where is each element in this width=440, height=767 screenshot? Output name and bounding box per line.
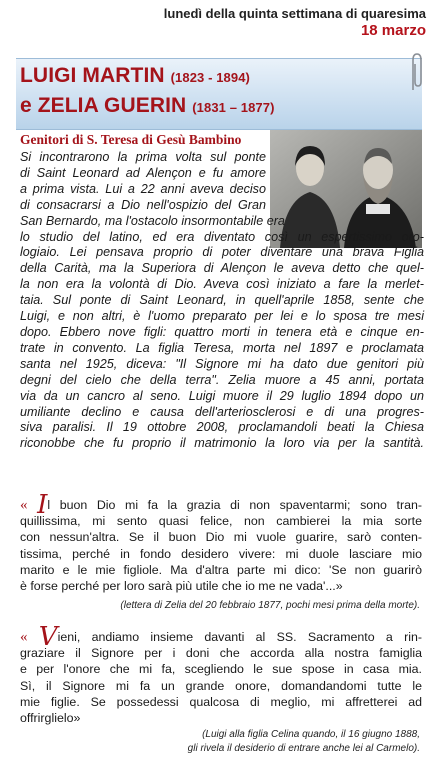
quote-first-line: ieni, andiamo insieme davanti al SS. Sacramento a rin-	[57, 630, 422, 644]
bio-line: Si incontrarono la prima volta sul ponte	[20, 150, 266, 164]
bio-line: umiliante declino e causa dell'arteriosclerosi e di una progres-	[20, 404, 424, 419]
quote-line: è forse perché per loro sarà più utile che io me ne vada'...»	[20, 579, 343, 594]
saint-years-luigi: (1823 - 1894)	[170, 70, 250, 85]
liturgical-day: lunedì della quinta settimana di quaresima	[163, 6, 426, 21]
bio-line: San Bernardo, ma l'ostacolo insormontabile era	[20, 213, 285, 228]
quote-line	[20, 490, 422, 520]
saint-title-line-2	[20, 94, 275, 118]
bio-line: taia. Sul ponte di Saint Leonard, in quell'aprile 1858, sente che	[20, 293, 424, 308]
quote-luigi	[20, 622, 422, 726]
bio-line: degni del cielo che della terra". Zelia muore a 45 anni, portata	[20, 372, 424, 387]
subtitle: Genitori di S. Teresa di Gesù Bambino	[20, 132, 242, 147]
bio-line: riconobbe che fu proprio il matrimonio la loro via per la santità.	[20, 436, 424, 451]
saint-name-luigi: LUIGI MARTIN	[20, 64, 165, 87]
bio-line: logiaio. Lei pensava proprio di poter diventare una brava Figlia	[20, 245, 424, 260]
bio-line: della Carità, ma la Superiora di Alençon le aveva detto che quel-	[20, 261, 424, 276]
bio-line: santa nel 1925, diceva: "Il Signore mi ha dato due genitori più	[20, 356, 424, 371]
bio-line: di Saint Leonard ad Alençon e fu amore	[20, 165, 266, 180]
quote-line: tissima, perché in fondo desidero vivere: mi duole lasciare mio	[20, 546, 422, 561]
quote-line: Sì, il Signore mi fa un grande onore, domandandomi tutte le	[20, 678, 422, 693]
date-heading: 18 marzo	[360, 22, 426, 39]
quote-line: graziare il Signore per i doni che accorda alla nostra famiglia	[20, 646, 422, 661]
quote-line: mie figlie. Se possedessi qualcosa di meglio, mi affretterei ad	[20, 694, 422, 709]
quote-line: marito e le mie figliole. Ma d'altra parte mi dico: 'Se non guarirò	[20, 562, 422, 577]
quote-initial: V	[38, 622, 58, 652]
quote-line: quillissima, mi sento quasi felice, non cambierei la mia sorte	[20, 514, 422, 529]
saint-title-line-1	[20, 64, 250, 88]
quote-citation	[188, 728, 420, 756]
bio-line: di consacrarsi a Dio nell'ospizio del Gran	[20, 197, 266, 212]
saint-years-zelia: (1831 – 1877)	[192, 100, 275, 115]
bio-line: dopo. Ebbero nove figli: quattro morti in tenera età e cinque en-	[20, 324, 424, 339]
paperclip-icon	[409, 52, 423, 92]
bio-line: via da un cancro al seno. Luigi muore il 29 luglio 1894 dopo un	[20, 388, 424, 403]
quote-open-mark: «	[20, 497, 28, 513]
quote-line: con nessun'altra. Se il buon Dio mi vuole guarire, sarò conten-	[20, 530, 422, 545]
citation-line: gli rivela il desiderio di entrare anche lei al Carmelo).	[187, 743, 420, 754]
saint-name-zelia: e ZELIA GUERIN	[20, 94, 187, 117]
bio-line: siva paralisi. Il 19 ottobre 2008, proclamandoli beati la Chiesa	[20, 420, 424, 435]
quote-line	[20, 622, 422, 652]
quote-initial: I	[37, 490, 48, 520]
quote-zelia	[20, 490, 422, 594]
bio-line: a prima vista. Lui a 22 anni aveva deciso	[20, 181, 266, 196]
bio-line: la non era la volontà di Dio. Aveva così iniziato a fare la merlet-	[20, 277, 424, 292]
bio-line: Luigi, e non altri, è l'uomo preparato per lei e lo sposa tre mesi	[20, 309, 424, 324]
quote-open-mark: «	[20, 629, 28, 645]
biography-text	[20, 150, 424, 452]
citation-line: (Luigi alla figlia Celina quando, il 16 giugno 1888,	[202, 729, 420, 740]
quote-line: e per l'onore che mi fa, scegliendo le sue spose in casa mia.	[20, 662, 422, 677]
quote-line: offrirglielo»	[20, 711, 81, 726]
bio-line: lo studio del latino, ed era diventato così un espertissimo oro-	[20, 229, 424, 244]
bio-line: trate in convento. La figlia Teresa, morta nel 1897 e proclamata	[20, 340, 424, 355]
quote-first-line: l buon Dio mi fa la grazia di non spaventarmi; sono tran-	[47, 498, 422, 512]
quote-citation: (lettera di Zelia del 20 febbraio 1877, pochi mesi prima della morte).	[120, 600, 420, 611]
